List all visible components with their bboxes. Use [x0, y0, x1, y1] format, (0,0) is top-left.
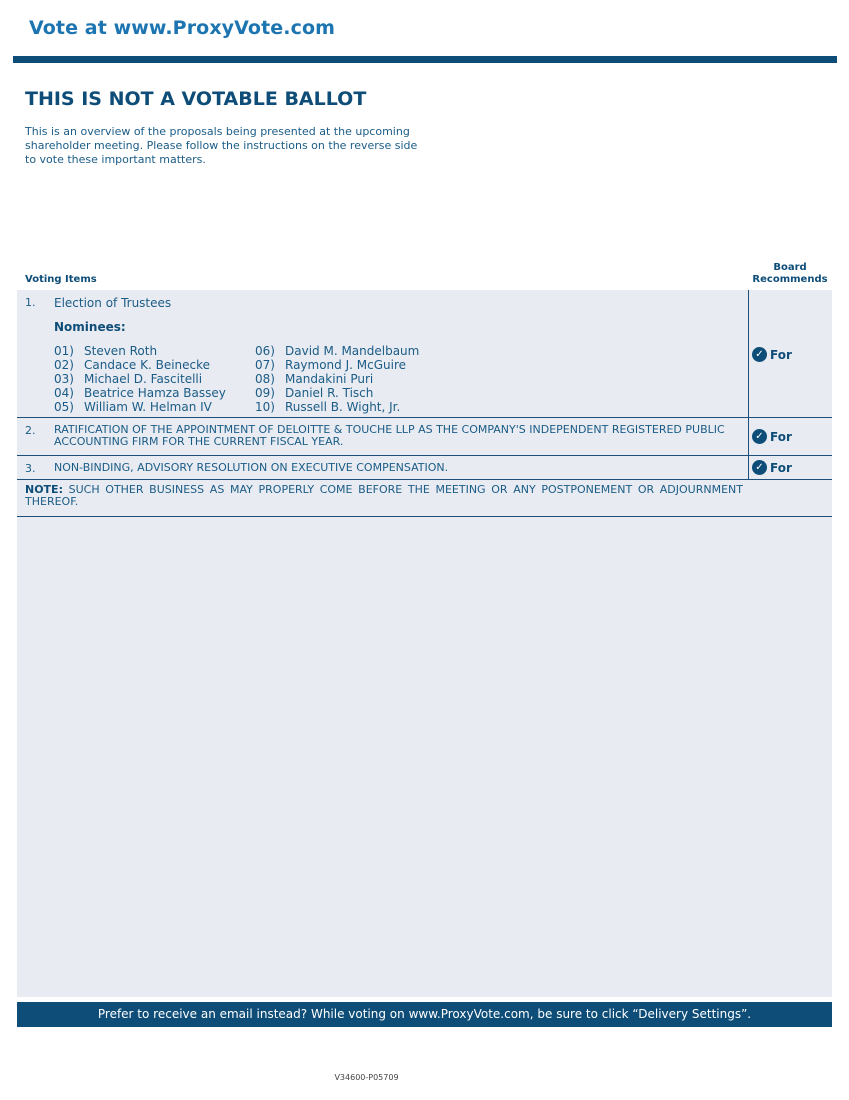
note-text — [25, 484, 743, 508]
nominee-name: David M. Mandelbaum — [285, 344, 420, 358]
intro-text: This is an overview of the proposals being presented at the upcoming shareholder meeting. Please follow the instructions on the reverse side to vote these important matters. — [25, 125, 418, 166]
board-recommendation-item-1 — [752, 347, 792, 362]
check-circle-icon: ✓ — [752, 347, 767, 362]
item-text: Election of Trustees — [54, 296, 172, 310]
nominees-column-2 — [255, 344, 419, 414]
nominee-row — [255, 400, 419, 414]
proxyvote-url-heading[interactable]: Vote at www.ProxyVote.com — [29, 17, 335, 39]
nominee-number: 05) — [54, 400, 74, 414]
item-number: 2. — [25, 424, 36, 437]
nominee-row — [255, 358, 419, 372]
item-text: RATIFICATION OF THE APPOINTMENT OF DELOITTE & TOUCHE LLP AS THE COMPANY'S INDEPENDENT REGISTERED PUBLIC ACCOUNTING FIRM FOR THE CURRENT FISCAL YEAR. — [54, 423, 725, 448]
recommend-column-divider — [748, 418, 749, 456]
board-recommends-line1: Board — [773, 262, 807, 273]
recommend-column-divider — [748, 290, 749, 418]
document-code: V34600-P05709 — [334, 1073, 399, 1082]
recommendation-label: For — [770, 460, 792, 475]
check-circle-icon: ✓ — [752, 460, 767, 475]
nominee-name: Raymond J. McGuire — [285, 358, 407, 372]
nominee-number: 09) — [255, 386, 275, 400]
nominee-number: 02) — [54, 358, 74, 372]
item-number: 1. — [25, 296, 36, 309]
nominee-number: 01) — [54, 344, 74, 358]
page-title: THIS IS NOT A VOTABLE BALLOT — [25, 88, 367, 110]
nominee-number: 10) — [255, 400, 275, 414]
delivery-settings-banner: Prefer to receive an email instead? While voting on www.ProxyVote.com, be sure to click “Delivery Settings”. — [17, 1002, 832, 1027]
nominee-name: Beatrice Hamza Bassey — [84, 386, 226, 400]
board-recommends-line2: Recommends — [752, 274, 828, 285]
recommend-column-divider — [748, 456, 749, 480]
nominee-row — [54, 344, 226, 358]
item-text: NON-BINDING, ADVISORY RESOLUTION ON EXECUTIVE COMPENSATION. — [54, 461, 449, 474]
nominee-number: 08) — [255, 372, 275, 386]
recommendation-label: For — [770, 429, 792, 444]
header-rule — [13, 56, 837, 63]
nominee-number: 07) — [255, 358, 275, 372]
note-label: NOTE: — [25, 483, 63, 496]
nominee-name: Daniel R. Tisch — [285, 386, 374, 400]
nominees-column-1 — [54, 344, 226, 414]
board-recommends-header — [748, 262, 832, 286]
check-circle-icon: ✓ — [752, 429, 767, 444]
board-recommendation-item-3 — [752, 460, 792, 475]
note-body: SUCH OTHER BUSINESS AS MAY PROPERLY COME BEFORE THE MEETING OR ANY POSTPONEMENT OR ADJOURNMENT THEREOF. — [25, 483, 743, 508]
nominee-row — [54, 386, 226, 400]
nominee-name: Russell B. Wight, Jr. — [285, 400, 401, 414]
nominee-name: Michael D. Fascitelli — [84, 372, 203, 386]
nominees-label: Nominees: — [54, 320, 126, 334]
recommendation-label: For — [770, 347, 792, 362]
nominee-name: Steven Roth — [84, 344, 158, 358]
nominee-row — [255, 344, 419, 358]
item-number: 3. — [25, 462, 36, 475]
nominee-row — [54, 400, 226, 414]
nominee-name: William W. Helman IV — [84, 400, 212, 414]
nominee-row — [54, 372, 226, 386]
voting-items-header: Voting Items — [25, 274, 97, 285]
nominee-number: 04) — [54, 386, 74, 400]
board-recommendation-item-2 — [752, 429, 792, 444]
nominee-row — [255, 372, 419, 386]
nominee-name: Mandakini Puri — [285, 372, 374, 386]
nominee-row — [255, 386, 419, 400]
nominee-name: Candace K. Beinecke — [84, 358, 211, 372]
nominee-number: 06) — [255, 344, 275, 358]
nominee-number: 03) — [54, 372, 74, 386]
nominee-row — [54, 358, 226, 372]
